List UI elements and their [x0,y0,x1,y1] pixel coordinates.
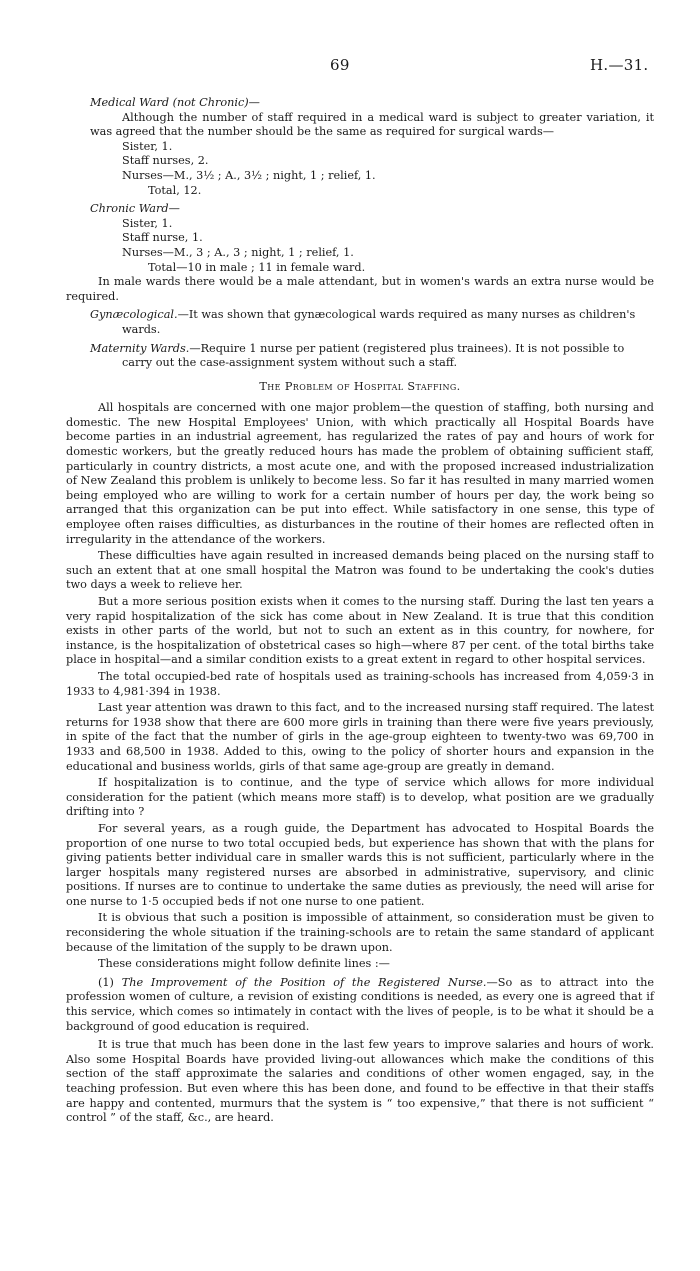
body-paragraph: For several years, as a rough guide, the Department has advocated to Hospital Boards the proportion of one nurse to two total occupied beds, but experience has shown that with the plans for giving patients better individual care in smaller wards this is not sufficient, particularly where in the larger hospitals many registered nurses are absorbed in administrative, supervisory, and clinic positions. If nurses are to continue to undertake the same duties as previously, the need will arise for one nurse to 1·5 occupied beds if not one nurse to one patient. [66,821,654,908]
body-paragraph: But a more serious position exists when it comes to the nursing staff. During the last ten years a very rapid hospitalization of the sick has come about in New Zealand. It is true that this condition exists in other parts of the world, but not to such an extent as in this country, for nowhere, for instance, is the hospitalization of obstetrical cases so high—where 87 per cent. of the total births take place in hospital—and a similar condition exists to a great extent in regard to other hospital services. [66,595,654,667]
medical-ward-section [90,96,654,198]
chronic-ward-section [66,202,654,304]
medical-ward-total: Total, 12. [148,183,202,197]
body-paragraph: All hospitals are concerned with one major problem—the question of staffing, both nursing and domestic. The new Hospital Employees' Union, with which practically all Hospital Boards have become parties in an industrial agreement, has regularized the rates of pay and hours of work for domestic workers, but the greatly reduced hours has made the problem of obtaining sufficient staff, particularly in country districts, a most acute one, and with the proposed increased industrialization of New Zealand this problem is unlikely to become less. So far it has resulted in many married women being employed who are willing to work for a certain number of hours per day, the work being so arranged that this organization can be put into effect. While satisfactory in one sense, this type of employee often raises difficulties, as disturbances in the routine of their homes are reflected often in irregularity in the attendance of the workers. [66,401,654,546]
section-title: The Problem of Hospital Staffing. [259,379,461,393]
maternity-text: —Require 1 nurse per patient (registered plus trainees). It is not possible to carry out the case-assignment system without such a staff. [122,341,625,370]
page-body [66,96,654,1126]
maternity-paragraph [90,342,654,371]
body-paragraph: The total occupied-bed rate of hospitals used as training-schools has increased from 4,059·3 in 1933 to 4,981·394 in 1938. [66,669,654,698]
point-one-label: The Improvement of the Position of the Registered Nurse. [121,975,487,989]
gynaecological-paragraph [90,308,654,337]
point-one-text: —So as to attract into the profession women of culture, a revision of existing conditions is needed, as every one is agreed that if this service, which comes so intimately in contact with the lives of people, is to be what it should be a background of good education is required. [66,975,655,1033]
chronic-ward-staff-nurse: Staff nurse, 1. [122,231,203,245]
point-one-paragraph [66,976,654,1034]
medical-ward-nurses: Nurses—M., 3½ ; A., 3½ ; night, 1 ; relief, 1. [122,168,376,182]
page-number: 69 [330,56,350,74]
chronic-ward-total: Total—10 in male ; 11 in female ward. [148,260,366,274]
chronic-ward-note: In male wards there would be a male attendant, but in women's wards an extra nurse would be required. [66,275,654,303]
gynaecological-text: —It was shown that gynæcological wards required as many nurses as children's wards. [122,308,636,336]
body-paragraph: These difficulties have again resulted in increased demands being placed on the nursing staff to such an extent that at one small hospital the Matron was found to be undertaking the cook's duties two days a week to relieve her. [66,549,654,592]
body-paragraph: It is obvious that such a position is impossible of attainment, so consideration must be given to reconsidering the whole situation if the training-schools are to retain the same standard of applicant because of the limitation of the supply to be drawn upon. [66,911,654,954]
body-paragraph: If hospitalization is to continue, and the type of service which allows for more individual consideration for the patient (which means more staff) is to develop, what position are we gradually drifting into ? [66,776,654,819]
document-reference: H.—31. [590,56,649,74]
medical-ward-staff-nurses: Staff nurses, 2. [122,154,209,168]
final-paragraph: It is true that much has been done in the last few years to improve salaries and hours of work. Also some Hospital Boards have provided living-out allowances which make the conditions of this section of the staff approximate the salaries and conditions of other women engaged, say, in the teaching profession. But even where this has been done, and found to be effective in that their staffs are happy and contented, murmurs that the system is “ too expensive,” that there is not sufficient “ control ” of the staff, &c., are heard. [66,1038,654,1125]
body-paragraph: Last year attention was drawn to this fact, and to the increased nursing staff required. The latest returns for 1938 show that there are 600 more girls in training than there were five years previously, in spite of the fact that the number of girls in the age-group eighteen to twenty-two was 69,700 in 1933 and 68,500 in 1938. Added to this, owing to the policy of shorter hours and expansion in the educational and business worlds, girls of that same age-group are greatly in demand. [66,701,654,773]
medical-ward-heading: Medical Ward (not Chronic)— [90,96,260,109]
medical-ward-intro: Although the number of staff required in a medical ward is subject to greater variation, it was agreed that the number should be the same as required for surgical wards— [90,110,654,139]
gynaecological-label: Gynæcological. [90,308,178,322]
chronic-ward-heading: Chronic Ward— [90,202,180,216]
point-one-prefix: (1) [98,975,122,989]
medical-ward-sister: Sister, 1. [122,139,173,153]
body-paragraph: These considerations might follow definite lines :— [98,957,390,971]
maternity-label: Maternity Wards. [90,341,190,355]
chronic-ward-nurses: Nurses—M., 3 ; A., 3 ; night, 1 ; relief, 1. [122,245,354,259]
chronic-ward-sister: Sister, 1. [122,216,173,230]
